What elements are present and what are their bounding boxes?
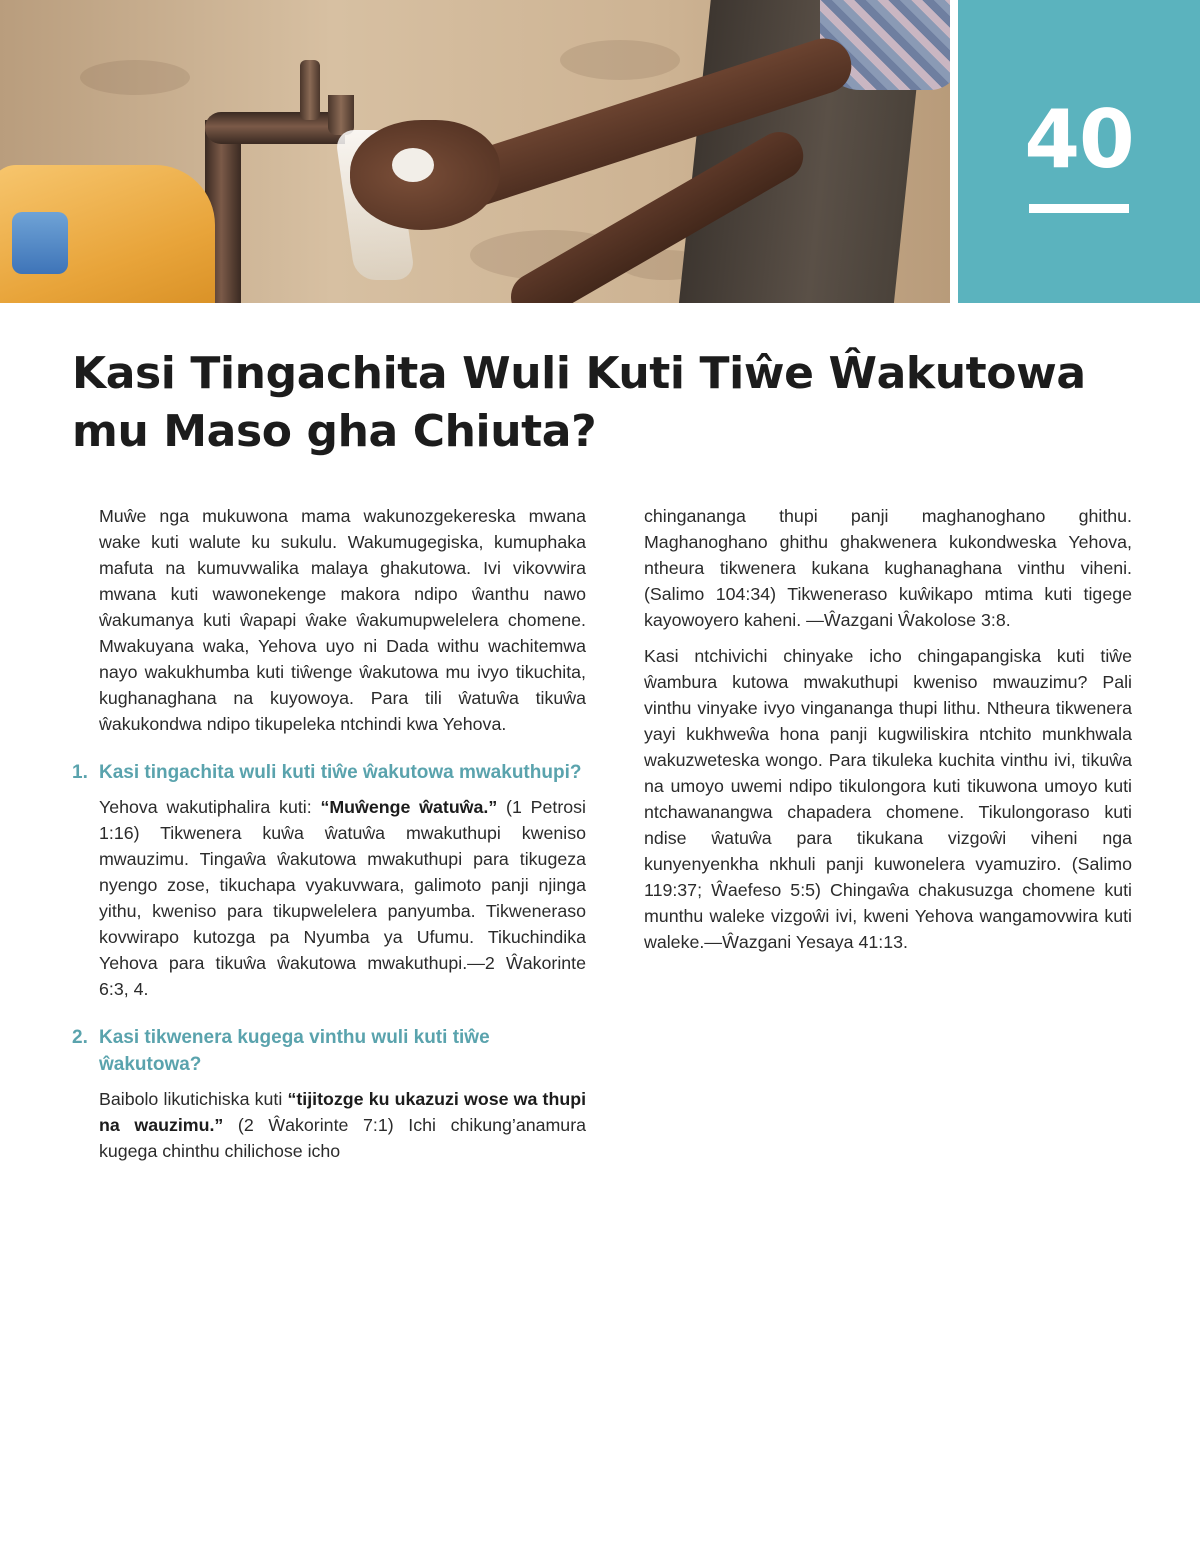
water-pipe [205, 112, 345, 144]
question-text: Kasi tikwenera kugega vinthu wuli kuti tiŵe ŵakutowa? [99, 1027, 490, 1075]
question-number: 2. [72, 1027, 88, 1048]
jerrycan-cap [12, 212, 68, 274]
answer-text: Yehova wakutiphalira kuti: [99, 797, 321, 817]
answer-text: Baibolo likutichiska kuti [99, 1089, 288, 1109]
cover-photo [0, 0, 950, 303]
answer-paragraph [72, 1086, 586, 1164]
answer-paragraph: Kasi ntchivichi chinyake icho chingapangiska kuti tiŵe ŵambura kutowa mwakuthupi kweniso mwauzimu? Pali vinthu vinyake ivyo vingananga thupi lithu. Ntheura tikwenera yayi kukhweŵa hona panji kugwiliskira ntchito munkhwala wakuzweteska wongo. Para tikuleka kuchita vinthu ivi, tikuŵa na umoyo uwemi ndipo tikulongora kuti tikuwona umoyo kuti ntchawanangwa chapadera chomene. Tikulongoraso kuti ndise ŵatuŵa para tikukana vizgoŵi viheni nga kunyenyenkha nkhuli panji kuwonelera vyamuziro. (Salimo 119:37; Ŵaefeso 5:5) Chingaŵa chakusuzga chomene kuti munthu waleke vizgoŵi ivi, kweni Yehova wangamovwira kuti waleke.—Ŵazgani Yesaya 41:13. [644, 646, 1132, 952]
scripture-quote: “tijitozge ku ukazuzi wose wa thupi na wauzimu.” [99, 1089, 587, 1135]
answer-text: (1 Petrosi 1:16) Tikwenera kuŵa ŵatuŵa mwakuthupi kweniso mwauzimu. Tingaŵa ŵakutowa mwakuthupi para tikugeza nyengo zose, tikuchapa vyakuvwara, galimoto panji njinga yithu, kweniso para tikupwelelera panyumba. Tikweneraso kovwirapo kutozga pa Nyumba ya Ufumu. Tikuchindika Yehova para tikuŵa ŵakutowa mwakuthupi.—2 Ŵakorinte 6:3, 4. [99, 797, 587, 999]
answer-paragraph-continued: chingananga thupi panji maghanoghano ghithu. Maghanoghano ghithu ghakwenera kukondweska Yehova, ntheura tikwenera kukana kughanaghana vinthu viheni. (Salimo 104:34) Tikweneraso kuŵikapo mtima kuti tigege kayowoyero kaheni. —Ŵazgani Ŵakolose 3:8. [644, 506, 1132, 630]
left-column [72, 503, 586, 1164]
lesson-badge [958, 0, 1200, 303]
question-text: Kasi tingachita wuli kuti tiŵe ŵakutowa mwakuthupi? [99, 762, 582, 783]
question-heading-1 [72, 759, 586, 786]
lesson-number: 40 [1024, 93, 1134, 186]
soap-bar [392, 148, 434, 182]
answer-paragraph [72, 794, 586, 1002]
question-number: 1. [72, 762, 88, 783]
scripture-quote: “Muŵenge ŵatuŵa.” [320, 797, 498, 817]
tap-handle [300, 60, 320, 120]
page-title: Kasi Tingachita Wuli Kuti Tiŵe Ŵakutowa mu Maso gha Chiuta? [72, 348, 1086, 457]
intro-paragraph: Muŵe nga mukuwona mama wakunozgekereska mwana wake kuti walute ku sukulu. Wakumugegiska, kumuphaka mafuta na kumuvwalika malaya ghakutowa. Ivi vikovwira mwana kuti wawonekenge makora ndipo ŵanthu nawo ŵakumanya kuti ŵapapi ŵake ŵakumupwelelera chomene. Mwakuyana waka, Yehova uyo ni Dada withu wachitemwa nayo wakukhumba kuti tiŵenge ŵakutowa mu ivyo tikuchita, kughanaghana na kuyowoya. Para tili ŵatuŵa tikuŵa ŵakukondwa ndipo tikupeleka ntchindi kwa Yehova. [99, 506, 586, 734]
question-heading-2 [72, 1024, 586, 1078]
lesson-number-underline [1029, 204, 1129, 213]
right-column [644, 503, 1132, 955]
answer-text: (2 Ŵakorinte 7:1) Ichi chikung’anamura kugega chinthu chilichose icho [99, 1115, 587, 1161]
tap-spout [328, 95, 354, 135]
